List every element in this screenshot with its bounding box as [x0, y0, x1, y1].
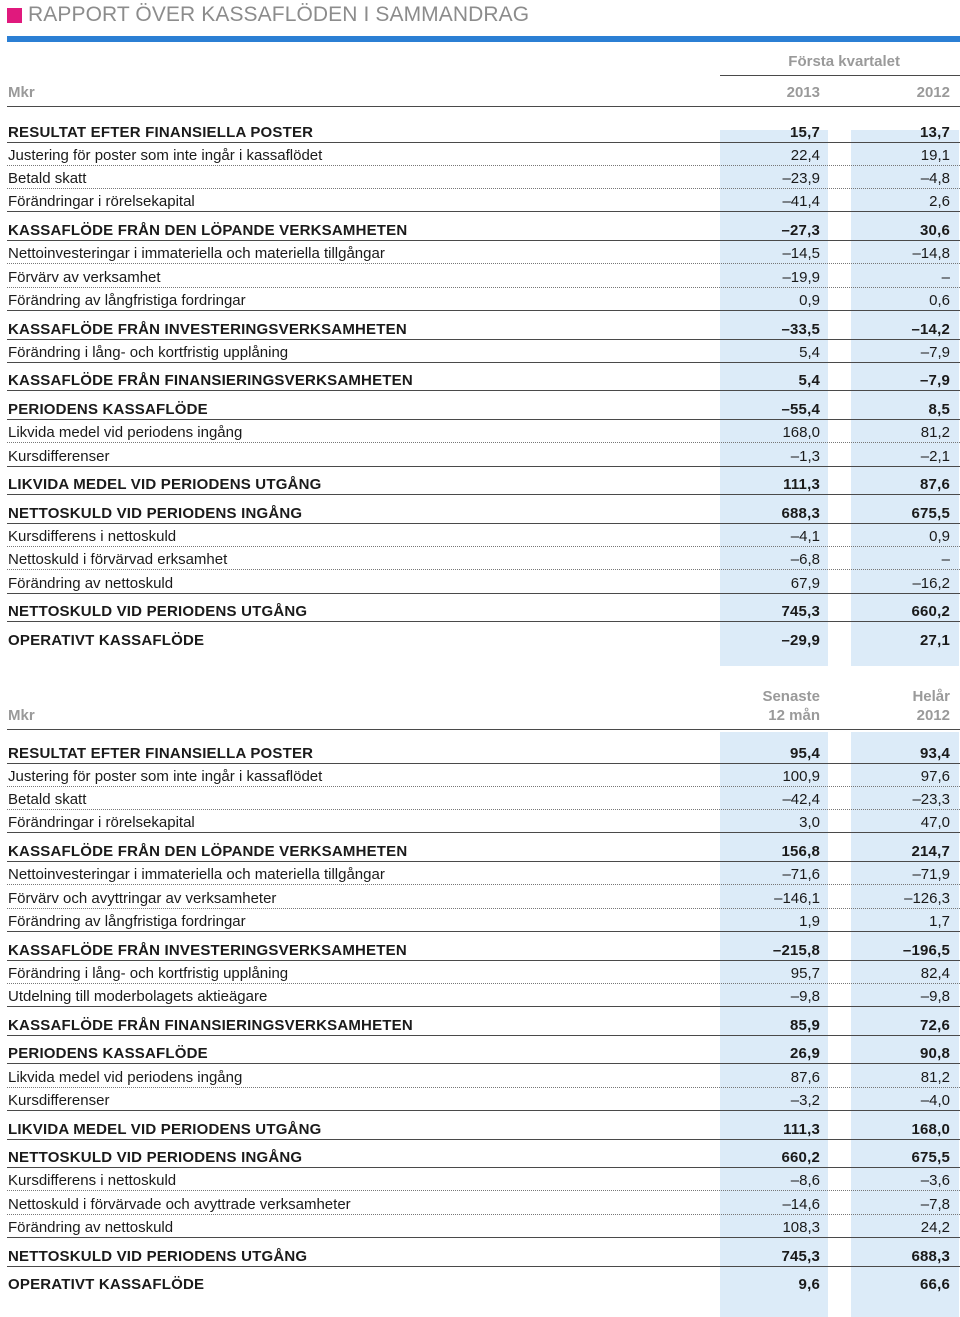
row-value-col1: 95,7 — [790, 964, 820, 982]
row-value-col2: 2,6 — [929, 193, 950, 211]
row-value-col2: –2,1 — [920, 447, 950, 465]
row-value-col1: –27,3 — [781, 222, 820, 240]
row-label: LIKVIDA MEDEL VID PERIODENS UTGÅNG — [8, 1120, 322, 1138]
table-row — [0, 885, 960, 908]
table-row — [0, 1215, 960, 1238]
row-label: Nettoinvesteringar i immateriella och materiella tillgångar — [8, 245, 385, 263]
row-value-col1: –14,6 — [782, 1195, 820, 1213]
row-value-col1: 108,3 — [782, 1219, 820, 1237]
row-value-col2: 47,0 — [920, 814, 950, 832]
row-label: Förändring av långfristiga fordringar — [8, 291, 246, 309]
row-label: Nettoskuld i förvärvade och avyttrade verksamheter — [8, 1195, 351, 1213]
row-label: Förändring av långfristiga fordringar — [8, 912, 246, 930]
row-value-col2: –126,3 — [904, 889, 950, 907]
row-value-col2: –23,3 — [912, 791, 950, 809]
row-label: Förändringar i rörelsekapital — [8, 814, 195, 832]
unit-label: Mkr — [8, 707, 35, 724]
row-label: Justering för poster som inte ingår i kassaflödet — [8, 767, 323, 785]
table-row — [0, 143, 960, 166]
row-value-col2: –3,6 — [920, 1172, 950, 1190]
row-value-col2: 214,7 — [911, 843, 950, 861]
row-value-col1: –3,2 — [790, 1091, 820, 1109]
row-label: Kursdifferens i nettoskuld — [8, 1172, 177, 1190]
row-value-col1: –19,9 — [782, 268, 820, 286]
table-row — [0, 524, 960, 547]
row-label: Förändring i lång- och kortfristig upplåning — [8, 343, 289, 361]
row-value-col2: –196,5 — [902, 941, 950, 959]
row-value-col2: 93,4 — [920, 744, 950, 762]
table-row — [0, 495, 960, 524]
row-value-col1: –215,8 — [772, 941, 820, 959]
table-row — [0, 443, 960, 466]
row-value-col2: 0,9 — [929, 528, 950, 546]
row-value-col2: 97,6 — [920, 767, 950, 785]
table-row — [0, 787, 960, 810]
row-value-col1: 745,3 — [781, 1247, 820, 1265]
row-value-col2: –4,0 — [920, 1091, 950, 1109]
row-value-col2: –16,2 — [912, 574, 950, 592]
row-value-col2: 8,5 — [928, 401, 950, 419]
row-value-col2: 72,6 — [920, 1016, 950, 1034]
row-value-col1: 26,9 — [790, 1045, 820, 1063]
row-label: NETTOSKULD VID PERIODENS INGÅNG — [8, 504, 303, 522]
row-value-col2: 30,6 — [920, 222, 950, 240]
row-value-col1: 111,3 — [783, 1120, 820, 1138]
row-value-col2: 81,2 — [920, 424, 950, 442]
row-value-col1: 22,4 — [790, 146, 820, 164]
row-label: NETTOSKULD VID PERIODENS UTGÅNG — [8, 1247, 308, 1265]
group-header: Första kvartalet — [788, 53, 900, 70]
row-label: RESULTAT EFTER FINANSIELLA POSTER — [8, 744, 314, 762]
row-value-col1: –71,6 — [782, 866, 820, 884]
row-label: PERIODENS KASSAFLÖDE — [8, 1045, 208, 1063]
row-value-col1: –14,5 — [782, 245, 820, 263]
row-value-col1: –55,4 — [781, 401, 820, 419]
row-value-col1: –41,4 — [782, 193, 820, 211]
table-row — [0, 961, 960, 984]
table-row — [0, 1036, 960, 1065]
row-value-col2: 168,0 — [911, 1120, 950, 1138]
row-label: NETTOSKULD VID PERIODENS INGÅNG — [8, 1149, 303, 1167]
row-value-col2: 13,7 — [920, 123, 950, 141]
row-value-col2: 81,2 — [920, 1068, 950, 1086]
table-row — [0, 1267, 960, 1296]
row-value-col2: – — [941, 268, 950, 286]
row-value-col1: –4,1 — [790, 528, 820, 546]
table-row — [0, 810, 960, 833]
row-value-col2: –7,9 — [920, 372, 950, 390]
table-row — [0, 311, 960, 340]
row-value-col1: 95,4 — [790, 744, 820, 762]
row-value-col2: –7,9 — [920, 343, 950, 361]
col-header-12m-line1: Senaste — [762, 688, 820, 705]
row-value-col1: 156,8 — [781, 843, 820, 861]
table-row — [0, 392, 960, 421]
row-value-col1: 111,3 — [783, 476, 820, 494]
row-value-col1: –42,4 — [782, 791, 820, 809]
group-header-rule — [720, 75, 960, 76]
table-row — [0, 1088, 960, 1111]
row-value-col1: –33,5 — [781, 320, 820, 338]
row-value-col1: 5,4 — [799, 343, 820, 361]
table-row — [0, 984, 960, 1007]
table-row — [0, 909, 960, 932]
table-row — [0, 288, 960, 311]
row-value-col2: –14,2 — [911, 320, 950, 338]
table-row — [0, 241, 960, 264]
row-value-col2: 66,6 — [920, 1276, 950, 1294]
table-row — [0, 420, 960, 443]
table-row — [0, 114, 960, 143]
row-label: LIKVIDA MEDEL VID PERIODENS UTGÅNG — [8, 476, 322, 494]
row-value-col1: 9,6 — [798, 1276, 820, 1294]
row-value-col2: 675,5 — [911, 1149, 950, 1167]
table-row — [0, 1238, 960, 1267]
row-value-col1: 1,9 — [799, 912, 820, 930]
row-value-col1: 745,3 — [781, 603, 820, 621]
table-row — [0, 166, 960, 189]
row-label: Kursdifferenser — [8, 447, 110, 465]
table-row — [0, 932, 960, 961]
row-label: Justering för poster som inte ingår i kassaflödet — [8, 146, 323, 164]
row-label: KASSAFLÖDE FRÅN DEN LÖPANDE VERKSAMHETEN — [8, 843, 408, 861]
col-header-2012: 2012 — [916, 84, 950, 101]
row-value-col1: 0,9 — [799, 291, 820, 309]
row-value-col2: –4,8 — [920, 170, 950, 188]
row-value-col2: 24,2 — [920, 1219, 950, 1237]
row-label: Kursdifferenser — [8, 1091, 110, 1109]
quarter-table — [0, 44, 960, 666]
table-row — [0, 862, 960, 885]
row-label: Förändring av nettoskuld — [8, 574, 174, 592]
table-row — [0, 264, 960, 287]
row-value-col1: –29,9 — [781, 631, 820, 649]
row-value-col2: 1,7 — [929, 912, 950, 930]
row-value-col2: 27,1 — [920, 631, 950, 649]
rolling-table — [0, 686, 960, 1317]
row-value-col2: 675,5 — [911, 504, 950, 522]
row-value-col2: –9,8 — [920, 988, 950, 1006]
table-row — [0, 735, 960, 764]
row-value-col1: –146,1 — [774, 889, 820, 907]
row-label: PERIODENS KASSAFLÖDE — [8, 401, 208, 419]
table-row — [0, 1192, 960, 1215]
table-row — [0, 189, 960, 212]
row-label: Betald skatt — [8, 791, 87, 809]
table-row — [0, 622, 960, 651]
row-value-col2: –71,9 — [912, 866, 950, 884]
table-row — [0, 594, 960, 623]
row-value-col1: 85,9 — [790, 1016, 820, 1034]
row-value-col1: 5,4 — [798, 372, 820, 390]
row-value-col1: 15,7 — [790, 123, 820, 141]
row-label: RESULTAT EFTER FINANSIELLA POSTER — [8, 123, 314, 141]
row-value-col2: – — [941, 551, 950, 569]
table-row — [0, 1140, 960, 1169]
accent-square-icon — [7, 8, 22, 23]
row-label: KASSAFLÖDE FRÅN DEN LÖPANDE VERKSAMHETEN — [8, 222, 408, 240]
row-value-col1: 100,9 — [782, 767, 820, 785]
header-rule — [7, 106, 960, 107]
title-rule — [7, 36, 960, 42]
row-label: NETTOSKULD VID PERIODENS UTGÅNG — [8, 603, 308, 621]
row-value-col2: 0,6 — [929, 291, 950, 309]
row-label: Likvida medel vid periodens ingång — [8, 424, 243, 442]
row-value-col1: 3,0 — [799, 814, 820, 832]
table-row — [0, 571, 960, 594]
row-value-col2: 82,4 — [920, 964, 950, 982]
col-header-fullyear-line2: 2012 — [916, 707, 950, 724]
row-label: OPERATIVT KASSAFLÖDE — [8, 1276, 205, 1294]
row-label: KASSAFLÖDE FRÅN FINANSIERINGSVERKSAMHETEN — [8, 1016, 413, 1034]
row-value-col2: 688,3 — [911, 1247, 950, 1265]
table-row — [0, 1111, 960, 1140]
table-row — [0, 213, 960, 242]
row-value-col1: –6,8 — [790, 551, 820, 569]
row-value-col2: 19,1 — [920, 146, 950, 164]
row-label: Förändring i lång- och kortfristig upplåning — [8, 964, 289, 982]
table-row — [0, 363, 960, 392]
unit-label: Mkr — [8, 84, 35, 101]
row-label: OPERATIVT KASSAFLÖDE — [8, 631, 205, 649]
report-title — [7, 2, 529, 28]
row-value-col1: 67,9 — [790, 574, 820, 592]
row-value-col2: 90,8 — [920, 1045, 950, 1063]
row-label: Förändring av nettoskuld — [8, 1219, 174, 1237]
row-label: Förvärv av verksamhet — [8, 268, 161, 286]
row-value-col1: –8,6 — [790, 1172, 820, 1190]
header-rule — [7, 729, 960, 730]
row-label: Utdelning till moderbolagets aktieägare — [8, 988, 268, 1006]
row-value-col2: 660,2 — [911, 603, 950, 621]
table-row — [0, 547, 960, 570]
table-row — [0, 1064, 960, 1087]
table-row — [0, 340, 960, 363]
table-row — [0, 1007, 960, 1036]
row-label: KASSAFLÖDE FRÅN INVESTERINGSVERKSAMHETEN — [8, 320, 407, 338]
table-row — [0, 467, 960, 496]
row-label: Kursdifferens i nettoskuld — [8, 528, 177, 546]
report-title-text: RAPPORT ÖVER KASSAFLÖDEN I SAMMANDRAG — [28, 3, 530, 26]
row-value-col1: 688,3 — [781, 504, 820, 522]
row-value-col1: 660,2 — [781, 1149, 820, 1167]
row-label: Nettoskuld i förvärvad erksamhet — [8, 551, 228, 569]
col-header-fullyear-line1: Helår — [912, 688, 950, 705]
row-value-col2: –7,8 — [920, 1195, 950, 1213]
row-label: KASSAFLÖDE FRÅN INVESTERINGSVERKSAMHETEN — [8, 941, 407, 959]
row-value-col1: –9,8 — [790, 988, 820, 1006]
row-label: Nettoinvesteringar i immateriella och materiella tillgångar — [8, 866, 385, 884]
row-value-col1: –23,9 — [782, 170, 820, 188]
row-label: KASSAFLÖDE FRÅN FINANSIERINGSVERKSAMHETEN — [8, 372, 413, 390]
row-value-col1: 87,6 — [790, 1068, 820, 1086]
row-value-col2: 87,6 — [920, 476, 950, 494]
table-row — [0, 764, 960, 787]
col-header-2013: 2013 — [786, 84, 820, 101]
table-row — [0, 834, 960, 863]
row-value-col2: –14,8 — [912, 245, 950, 263]
row-value-col1: 168,0 — [782, 424, 820, 442]
table-row — [0, 1168, 960, 1191]
row-label: Likvida medel vid periodens ingång — [8, 1068, 243, 1086]
row-value-col1: –1,3 — [790, 447, 820, 465]
row-label: Betald skatt — [8, 170, 87, 188]
col-header-12m-line2: 12 mån — [768, 707, 820, 724]
row-label: Förändringar i rörelsekapital — [8, 193, 195, 211]
row-label: Förvärv och avyttringar av verksamheter — [8, 889, 277, 907]
